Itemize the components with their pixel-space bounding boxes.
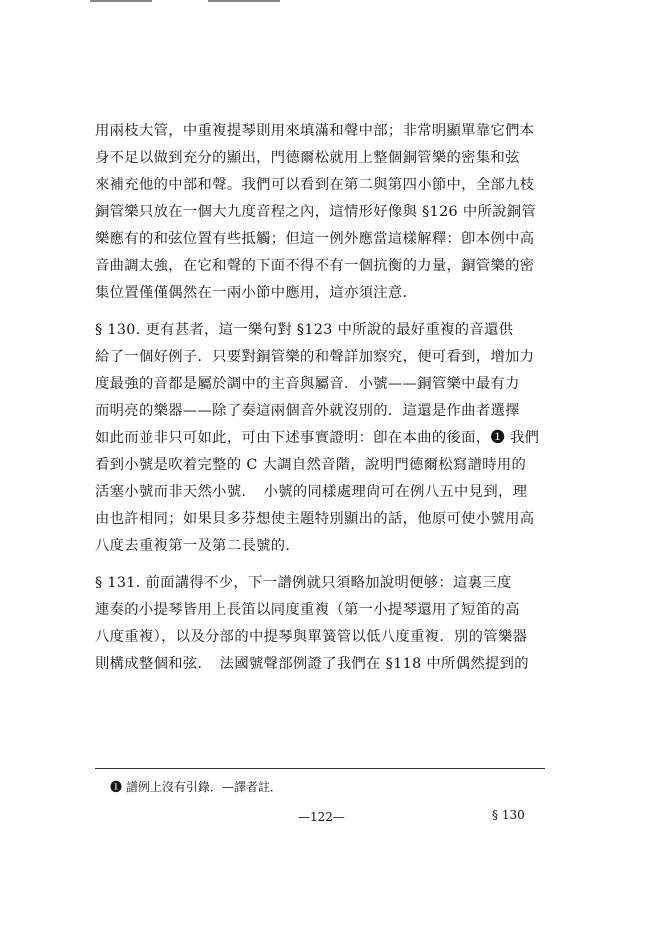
text-line: 看到小號是吹着完整的 C 大調自然音階，說明門德爾松寫譜時用的 bbox=[95, 457, 527, 473]
text-line: 如此而並非只可如此，可由下述事實證明：卽在本曲的後面，❶ 我們 bbox=[95, 430, 540, 446]
text-line: 八度去重複第一及第二長號的． bbox=[95, 538, 301, 554]
top-edge-rule-left bbox=[90, 0, 152, 2]
page-number: —122— bbox=[298, 810, 345, 824]
text-line: 八度重複），以及分部的中提琴與單簧管以低八度重複．別的管樂器 bbox=[95, 629, 528, 645]
text-line: 來補充他的中部和聲。我們可以看到在第二與第四小節中，全部九枝 bbox=[95, 177, 535, 193]
text-line: 而明亮的樂器——除了奏這兩個音外就沒別的．這還是作曲者選擇 bbox=[95, 403, 520, 419]
paragraph-130-start: § 130. 更有甚者，這一樂句對 §123 中所說的最好重複的音還供 bbox=[95, 322, 514, 338]
text-line: 音曲調太強，在它和聲的下面不得不有一個抗衡的力量，銅管樂的密 bbox=[95, 258, 535, 274]
text-line: 連奏的小提琴皆用上長笛以同度重複（第一小提琴還用了短笛的高 bbox=[95, 602, 520, 618]
footnote-divider bbox=[95, 768, 545, 769]
text-line: 集位置僅僅偶然在一兩小節中應用，這亦須注意． bbox=[95, 285, 418, 301]
footnote-marker: ❶ bbox=[110, 780, 123, 794]
text-line: 給了一個好例子．只要對銅管樂的和聲詳加察究，便可看到，增加力 bbox=[95, 349, 535, 365]
footnote bbox=[110, 779, 282, 795]
footnote-text: 譜例上沒有引錄．—譯者註． bbox=[125, 780, 282, 794]
text-line: 用兩枝大管，中重複提琴則用來填滿和聲中部；非常明顯單靠它們本 bbox=[95, 123, 535, 139]
body-text bbox=[95, 118, 550, 678]
text-line: 活塞小號而非天然小號． 小號的同樣處理尙可在例八五中見到，理 bbox=[95, 484, 528, 500]
text-line: 由也許相同；如果貝多芬想使主題特別顯出的話，他原可使小號用高 bbox=[95, 511, 535, 527]
paragraph-131-start: § 131. 前面講得不少，下一譜例就只須略加說明便够：這裏三度 bbox=[95, 575, 512, 591]
text-line: 銅管樂只放在一個大九度音程之內，這情形好像與 §126 中所說銅管 bbox=[95, 204, 537, 220]
text-line: 度最強的音都是屬於調中的主音與屬音．小號——銅管樂中最有力 bbox=[95, 376, 520, 392]
text-line: 身不足以做到充分的顯出，門德爾松就用上整個銅管樂的密集和弦 bbox=[95, 150, 520, 166]
section-reference: § 130 bbox=[492, 808, 525, 822]
top-edge-rule-right bbox=[208, 0, 280, 2]
text-line: 樂應有的和弦位置有些抵觸；但這一例外應當這樣解釋：卽本例中高 bbox=[95, 231, 535, 247]
text-line: 則構成整個和弦． 法國號聲部例證了我們在 §118 中所偶然提到的 bbox=[95, 656, 529, 672]
